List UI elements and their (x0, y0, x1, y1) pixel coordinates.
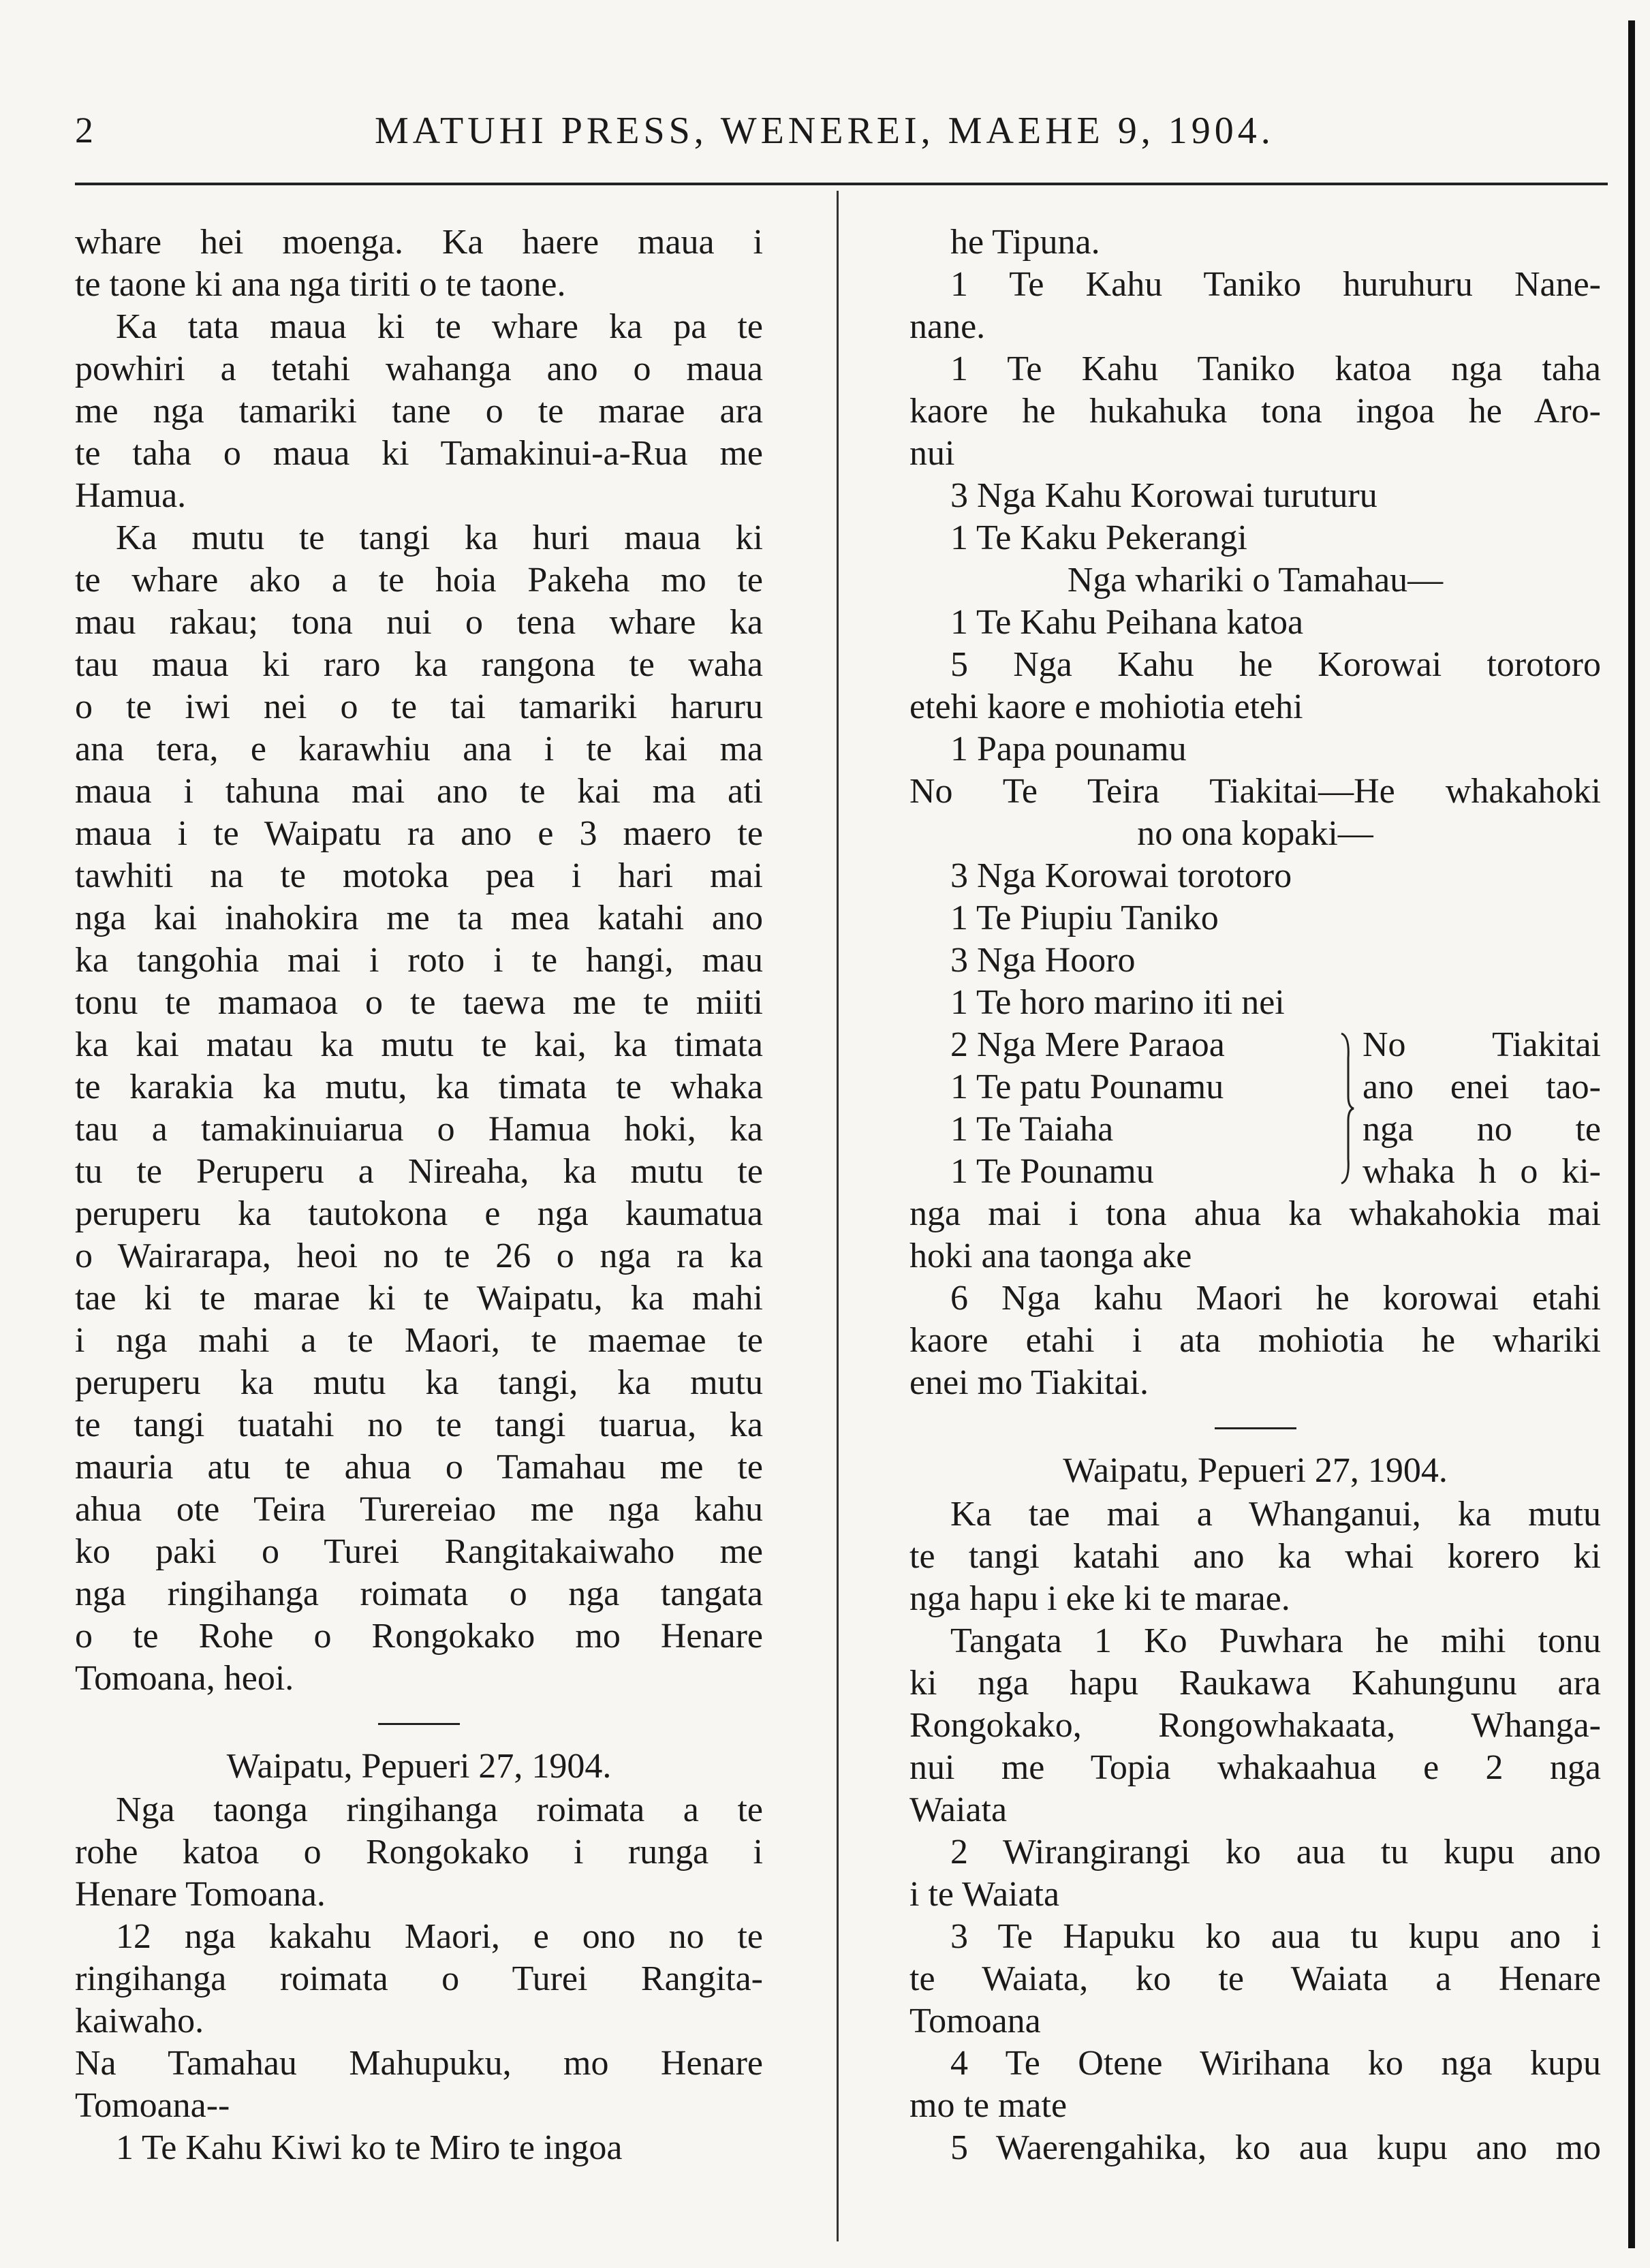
text-line: o te iwi nei o te tai tamariki haruru (75, 687, 763, 726)
list-item (909, 348, 1601, 475)
text-line: ka tangohia mai i roto i te hangi, mau (75, 941, 763, 980)
text-line: 5 Waerengahika, ko aua kupu ano mo (950, 2128, 1601, 2167)
text-line: nga ringihanga roimata o nga tangata (75, 1574, 763, 1613)
page-number: 2 (75, 110, 94, 151)
masthead: MATUHI PRESS, WENEREI, MAEHE 9, 1904. (375, 110, 1275, 152)
text-line: whaka h o ki- (1363, 1152, 1601, 1191)
text-line: Nga taonga ringihanga roimata a te (116, 1790, 763, 1829)
list-item (909, 1620, 1601, 1831)
text-line: Ka mutu te tangi ka huri maua ki (116, 518, 763, 557)
text-line: Tomoana-- (75, 2086, 230, 2125)
text-line: nga no te (1363, 1110, 1601, 1149)
section-divider (378, 1723, 460, 1725)
text-line: peruperu ka mutu ka tangi, ka mutu (75, 1363, 763, 1402)
text-line: 5 Nga Kahu he Korowai torotoro (950, 645, 1601, 684)
text-line: Waiata (909, 1790, 1008, 1829)
list-item (909, 1831, 1601, 1916)
bracketed-list (909, 1024, 1601, 1193)
text-line: te Waiata, ko te Waiata a Henare (909, 1959, 1601, 1998)
list-item: 3 Nga Korowai torotoro (950, 856, 1292, 895)
text-line: tau maua ki raro ka rangona te waha (75, 645, 763, 684)
text-line: No Tiakitai (1363, 1025, 1601, 1064)
text-line: mau rakau; tona nui o tena whare ka (75, 603, 763, 642)
list-item (909, 2127, 1601, 2169)
text-line: nui me Topia whakaahua e 2 nga (909, 1748, 1601, 1787)
list-item: 3 Nga Kahu Korowai turuturu (950, 476, 1377, 515)
text-line: 1 Te Kahu Taniko katoa nga taha (950, 349, 1601, 388)
text-line: whare hei moenga. Ka haere maua i (75, 223, 763, 262)
text-line: nane. (909, 307, 986, 346)
list-item (909, 2042, 1601, 2127)
list-item (909, 1916, 1601, 2042)
paragraph-7 (75, 2127, 763, 2169)
text-line: te whare ako a te hoia Pakeha mo te (75, 561, 763, 600)
header-rule (75, 183, 1608, 185)
text-line: 1 Te Kahu Taniko huruhuru Nane- (950, 265, 1601, 304)
text-line: te tangi tuatahi no te tangi tuarua, ka (75, 1405, 763, 1444)
text-line: Ka tata maua ki te whare ka pa te (116, 307, 763, 346)
text-line: nga kai inahokira me ta mea katahi ano (75, 899, 763, 937)
text-line: te tangi katahi ano ka whai korero ki (909, 1537, 1601, 1576)
text-line: enei mo Tiakitai. (909, 1363, 1149, 1402)
text-line: ahua ote Teira Turereiao me nga kahu (75, 1490, 763, 1529)
text-line: tau a tamakinuiarua o Hamua hoki, ka (75, 1110, 763, 1149)
text-line: i te Waiata (909, 1875, 1060, 1914)
text-line: ana tera, e karawhiu ana i te kai ma (75, 730, 763, 768)
text-line: mauria atu te ahua o Tamahau me te (75, 1448, 763, 1487)
paragraph (909, 1493, 1601, 1620)
bracketed-items (950, 1024, 1332, 1193)
text-line: me nga tamariki tane o te marae ara (75, 392, 763, 431)
text-line: nga hapu i eke ki te marae. (909, 1579, 1290, 1618)
text-line: Tomoana (909, 2002, 1041, 2040)
text-line: kaore etahi i ata mohiotia he whariki (909, 1321, 1601, 1360)
text-line: 2 Wirangirangi ko aua tu kupu ano (950, 1833, 1601, 1871)
text-line: Henare Tomoana. (75, 1875, 326, 1914)
text-line: tawhiti na te motoka pea i hari mai (75, 856, 763, 895)
text-line: 6 Nga kahu Maori he korowai etahi (950, 1279, 1601, 1318)
text-line: ki nga hapu Raukawa Kahungunu ara (909, 1664, 1601, 1703)
paragraph-6 (75, 2042, 763, 2127)
list-item: 1 Te horo marino iti nei (950, 983, 1285, 1022)
text-line: te karakia ka mutu, ka timata te whaka (75, 1068, 763, 1106)
page-header (75, 109, 1621, 170)
list-item (909, 264, 1601, 348)
subheading: Nga whariki o Tamahau— (1067, 561, 1444, 600)
text-line: nga mai i tona ahua ka whakahokia mai (909, 1194, 1601, 1233)
text-line: etehi kaore e mohiotia etehi (909, 687, 1303, 726)
bracket-note (1363, 1024, 1601, 1193)
text-line: nui (909, 434, 955, 473)
column-divider (837, 191, 839, 2241)
text-line: maua i te Waipatu ra ano e 3 maero te (75, 814, 763, 853)
list-item (909, 1277, 1601, 1404)
text-line: 1 Te Kahu Kiwi ko te Miro te ingoa (116, 2128, 623, 2167)
text-line: Hamua. (75, 476, 187, 515)
text-line: hoki ana taonga ake (909, 1237, 1192, 1275)
list-item: 1 Te patu Pounamu (950, 1068, 1224, 1106)
list-item: 1 Te Piupiu Taniko (950, 899, 1219, 937)
text-line: i nga mahi a te Maori, te maemae te (75, 1321, 763, 1360)
list-item: 1 Te Kaku Pekerangi (950, 518, 1247, 557)
text-line: te taha o maua ki Tamakinui-a-Rua me (75, 434, 763, 473)
text-line: o Wairarapa, heoi no te 26 o nga ra ka (75, 1237, 763, 1275)
dateline: Waipatu, Pepueri 27, 1904. (226, 1747, 612, 1786)
text-line: ko paki o Turei Rangitakaiwaho me (75, 1532, 763, 1571)
list-item: 1 Papa pounamu (950, 730, 1187, 768)
paragraph-2 (75, 306, 763, 517)
text-line: tu te Peruperu a Nireaha, ka mutu te (75, 1152, 763, 1191)
list-item: 1 Te Taiaha (950, 1110, 1114, 1149)
section-divider (1215, 1427, 1296, 1429)
subheading-continued: no ona kopaki— (1137, 814, 1373, 853)
brace-icon (1340, 1031, 1355, 1181)
left-column (75, 221, 763, 2169)
text-line: 3 Te Hapuku ko aua tu kupu ano i (950, 1917, 1601, 1956)
text-line: kaiwaho. (75, 2002, 204, 2040)
text-line: maua i tahuna mai ano te kai ma ati (75, 772, 763, 811)
text-line: tonu te mamaoa o te taewa me te miiti (75, 983, 763, 1022)
paragraph (909, 1193, 1601, 1277)
list-item: 3 Nga Hooro (950, 941, 1136, 980)
list-item (909, 644, 1601, 728)
text-line: te taone ki ana nga tiriti o te taone. (75, 265, 566, 304)
paragraph-1 (75, 221, 763, 306)
text-line: o te Rohe o Rongokako mo Henare (75, 1617, 763, 1656)
paragraph-5 (75, 1916, 763, 2042)
text-line: powhiri a tetahi wahanga ano o maua (75, 349, 763, 388)
paragraph-4 (75, 1789, 763, 1916)
text-line: 12 nga kakahu Maori, e ono no te (116, 1917, 763, 1956)
list-line: he Tipuna. (950, 223, 1100, 262)
text-line: kaore he hukahuka tona ingoa he Aro- (909, 392, 1601, 431)
dateline: Waipatu, Pepueri 27, 1904. (1063, 1451, 1448, 1490)
text-line: Ka tae mai a Whanganui, ka mutu (950, 1495, 1601, 1534)
subheading: No Te Teira Tiakitai—He whakahoki (909, 772, 1601, 811)
list-item: 1 Te Kahu Peihana katoa (950, 603, 1304, 642)
list-item: 2 Nga Mere Paraoa (950, 1025, 1225, 1064)
text-line: Tomoana, heoi. (75, 1659, 294, 1698)
text-line: 4 Te Otene Wirihana ko nga kupu (950, 2044, 1601, 2083)
text-line: rohe katoa o Rongokako i runga i (75, 1833, 763, 1871)
text-line: ringihanga roimata o Turei Rangita- (75, 1959, 763, 1998)
text-line: ka kai matau ka mutu te kai, ka timata (75, 1025, 763, 1064)
text-line: mo te mate (909, 2086, 1068, 2125)
text-line: Rongokako, Rongowhakaata, Whanga- (909, 1706, 1601, 1745)
text-line: peruperu ka tautokona e nga kaumatua (75, 1194, 763, 1233)
text-line: Na Tamahau Mahupuku, mo Henare (75, 2044, 763, 2083)
paragraph-3 (75, 517, 763, 1700)
right-column (909, 221, 1601, 2169)
page-edge-rule (1628, 20, 1635, 2248)
list-item: 1 Te Pounamu (950, 1152, 1154, 1191)
text-line: tae ki te marae ki te Waipatu, ka mahi (75, 1279, 763, 1318)
text-line: Tangata 1 Ko Puwhara he mihi tonu (950, 1621, 1601, 1660)
text-line: ano enei tao- (1363, 1068, 1601, 1106)
